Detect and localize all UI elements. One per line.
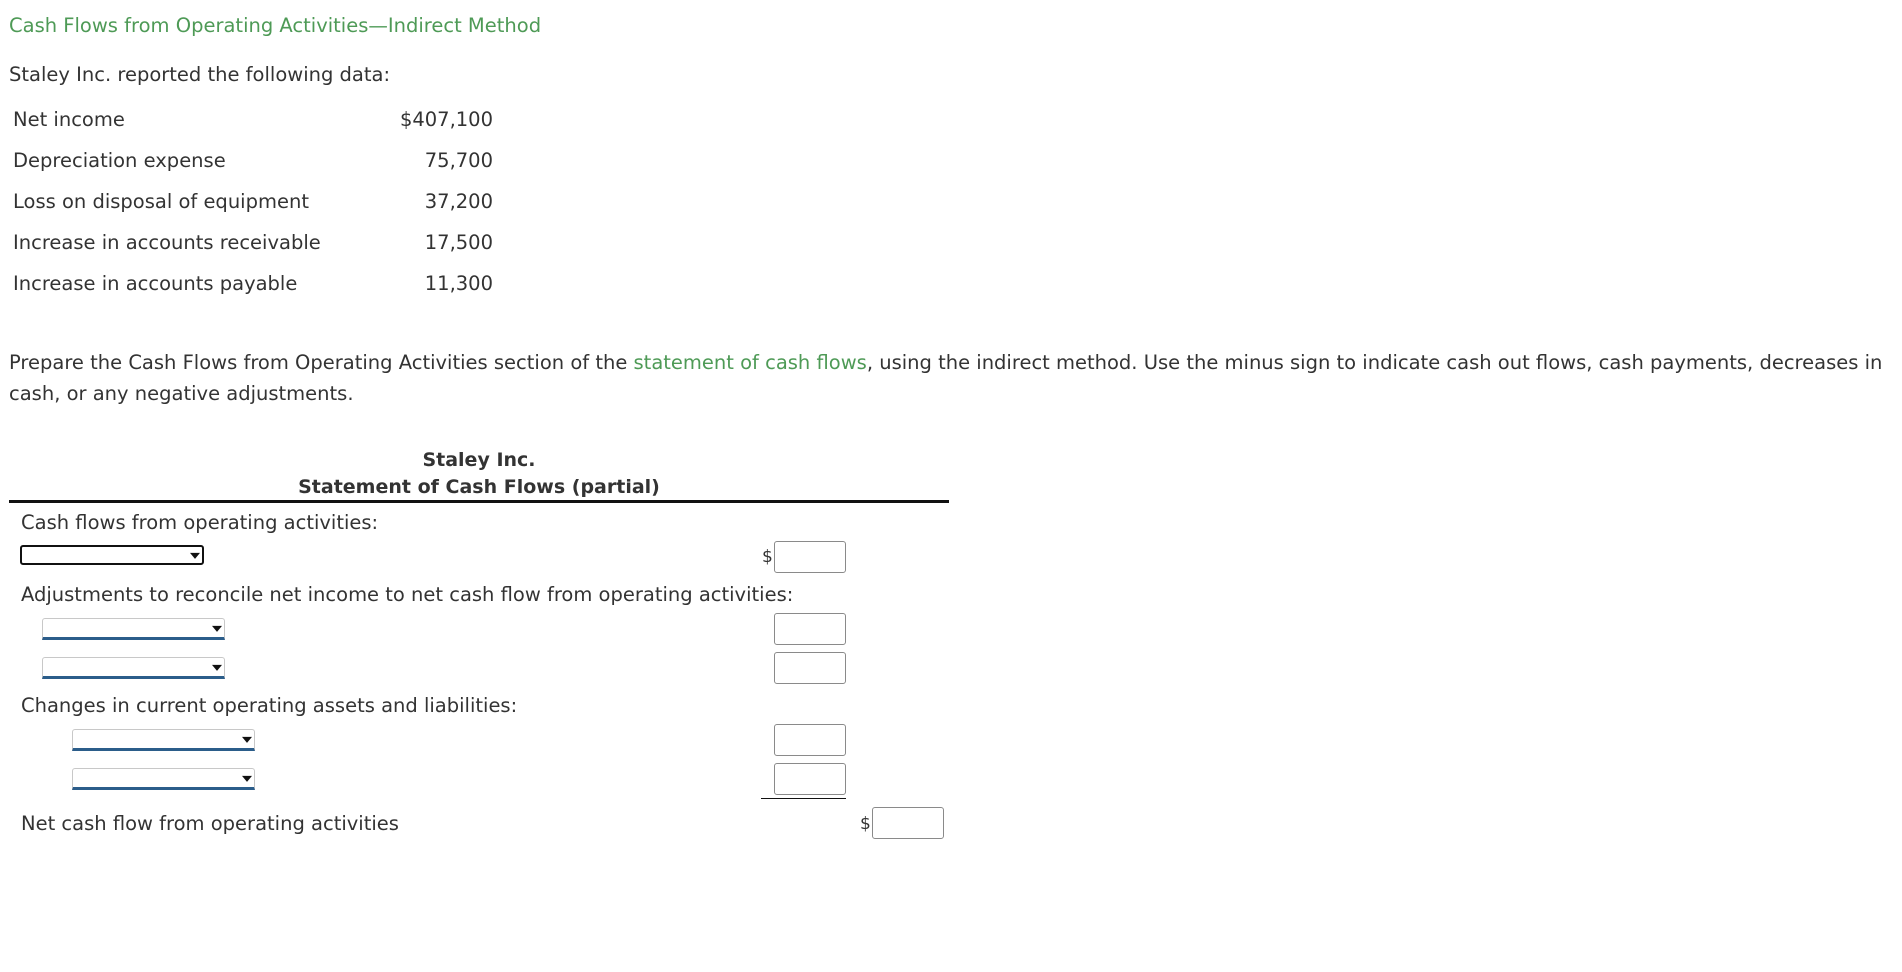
net-cash-flow-amount-input[interactable] (872, 807, 944, 839)
adjustment-2-amount-input[interactable] (774, 652, 846, 684)
data-row (13, 272, 493, 313)
chevron-down-icon (212, 626, 222, 632)
data-row (13, 190, 493, 231)
data-row (13, 108, 493, 149)
change-1-amount-input[interactable] (774, 724, 846, 756)
dollar-sign: $ (762, 547, 773, 567)
statement-header-rule (9, 500, 949, 503)
statement-company: Staley Inc. (422, 449, 536, 471)
change-2-select[interactable] (72, 768, 255, 790)
adjustment-2-select[interactable] (42, 657, 225, 679)
changes-label: Changes in current operating assets and liabilities: (21, 694, 518, 717)
data-row (13, 231, 493, 272)
data-label: Increase in accounts receivable (13, 231, 321, 254)
data-label: Net income (13, 108, 125, 131)
data-value: 11,300 (424, 272, 493, 295)
data-label: Loss on disposal of equipment (13, 190, 309, 213)
statement-name: Statement of Cash Flows (partial) (298, 476, 660, 498)
adjustment-1-amount-input[interactable] (774, 613, 846, 645)
data-value: 37,200 (424, 190, 493, 213)
chevron-down-icon (242, 737, 252, 743)
instructions (9, 347, 1889, 409)
net-income-select[interactable] (20, 545, 204, 565)
instructions-text-end: , using the indirect method. Use the minus sign to indicate cash out flows, cash payments, decreases in cash, or any negative adjustments. (9, 351, 1883, 405)
statement-of-cash-flows-link[interactable]: statement of cash flows (633, 351, 867, 374)
intro-text: Staley Inc. reported the following data: (9, 63, 391, 86)
adjustments-label: Adjustments to reconcile net income to net cash flow from operating activities: (21, 583, 794, 606)
data-label: Depreciation expense (13, 149, 226, 172)
data-value: 75,700 (424, 149, 493, 172)
subtotal-rule (761, 798, 846, 799)
chevron-down-icon (242, 776, 252, 782)
data-value: $407,100 (399, 108, 493, 131)
change-1-select[interactable] (72, 729, 255, 751)
data-value: 17,500 (424, 231, 493, 254)
chevron-down-icon (190, 553, 200, 559)
data-row (13, 149, 493, 190)
net-cash-flow-label: Net cash flow from operating activities (21, 812, 399, 835)
section-label: Cash flows from operating activities: (21, 511, 379, 534)
adjustment-1-select[interactable] (42, 618, 225, 640)
chevron-down-icon (212, 665, 222, 671)
change-2-amount-input[interactable] (774, 763, 846, 795)
given-data-table (13, 108, 493, 313)
page-title: Cash Flows from Operating Activities—Indirect Method (9, 14, 542, 37)
net-income-amount-input[interactable] (774, 541, 846, 573)
dollar-sign: $ (860, 814, 871, 834)
data-label: Increase in accounts payable (13, 272, 298, 295)
instructions-text: Prepare the Cash Flows from Operating Activities section of the (9, 351, 634, 374)
